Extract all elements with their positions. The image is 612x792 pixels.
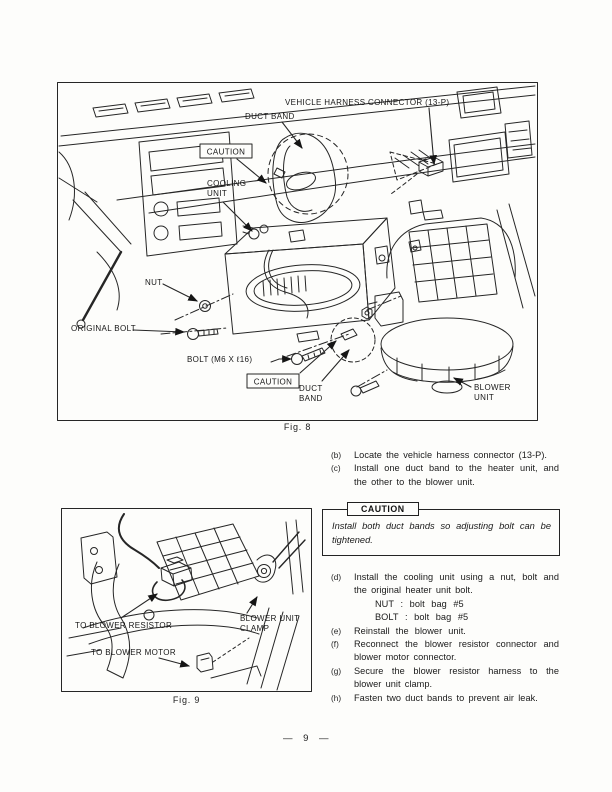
instruction-item-d xyxy=(331,571,559,625)
fig9-caption: Fig. 9 xyxy=(172,695,201,705)
dashboard-drawing xyxy=(59,86,535,328)
instruction-list-dh xyxy=(331,571,559,705)
item-marker: (e) xyxy=(331,626,342,636)
label-caution-bottom: CAUTION xyxy=(253,377,293,387)
item-marker: (b) xyxy=(331,451,342,460)
label-blower-unit-clamp-1: BLOWER UNIT xyxy=(240,614,300,623)
label-cooling-unit-1: COOLING xyxy=(207,179,247,188)
blower-unit-drawing xyxy=(331,210,515,393)
instruction-item-e xyxy=(331,625,559,638)
item-body: Install the cooling unit using a nut, bolt and the original heater unit bolt. xyxy=(354,572,559,596)
caution-note-text: Install both duct bands so adjusting bolt can be tightened. xyxy=(332,521,551,545)
cooling-unit-drawing xyxy=(225,218,395,342)
bolt-bag-note-nut: NUT : bolt bag #5 xyxy=(375,598,464,609)
label-blower-unit-1: BLOWER xyxy=(474,383,511,392)
item-marker: (c) xyxy=(331,464,341,474)
caution-note-label: CAUTION xyxy=(347,502,419,516)
item-text: Reconnect the blower resistor connector and blower motor connector. xyxy=(354,639,559,663)
label-duct-band-bottom-1: DUCT xyxy=(299,384,323,393)
fig9-labels xyxy=(75,614,299,657)
label-blower-unit-2: UNIT xyxy=(474,393,495,402)
label-to-blower-motor: TO BLOWER MOTOR xyxy=(91,648,176,657)
bolt-bag-note-bolt: BOLT : bolt bag #5 xyxy=(375,612,469,623)
instruction-list-bc xyxy=(331,449,559,489)
item-text: Reinstall the blower unit. xyxy=(354,625,466,636)
item-marker: (d) xyxy=(331,573,342,582)
page-number: — 9 — xyxy=(282,733,330,744)
item-marker: (g) xyxy=(331,666,342,676)
label-duct-band-bottom-2: BAND xyxy=(299,394,323,403)
label-to-blower-resistor: TO BLOWER RESISTOR xyxy=(75,621,173,630)
instruction-item-b xyxy=(331,449,559,462)
label-bolt-m6: BOLT (M6 X ℓ16) xyxy=(187,355,253,364)
item-marker: (h) xyxy=(331,693,342,703)
caution-note xyxy=(322,504,560,556)
instruction-item-g xyxy=(331,665,559,692)
figure-9-illustration xyxy=(61,508,312,692)
fig9-drawing xyxy=(67,514,305,690)
figure-8-illustration xyxy=(57,82,538,421)
item-text: Install one duct band to the heater unit, and the other to the blower unit. xyxy=(354,463,559,487)
label-nut: NUT xyxy=(145,278,163,287)
instruction-item-c xyxy=(331,462,559,489)
label-duct-band-top: DUCT BAND xyxy=(245,112,295,121)
label-cooling-unit-2: UNIT xyxy=(207,189,228,198)
item-text: Fasten two duct bands to prevent air leak. xyxy=(354,692,538,703)
item-text: Locate the vehicle harness connector (13-P). xyxy=(354,450,548,460)
instruction-item-h xyxy=(331,692,559,705)
label-original-bolt: ORIGINAL BOLT xyxy=(71,324,137,333)
item-text: Secure the blower resistor harness to the blower unit clamp. xyxy=(354,665,559,690)
fig8-caption: Fig. 8 xyxy=(283,422,312,432)
label-blower-unit-clamp-2: CLAMP xyxy=(240,624,270,633)
fig9-frame xyxy=(62,509,312,692)
item-marker: (f) xyxy=(331,640,339,650)
item-text xyxy=(354,571,559,625)
label-caution-top: CAUTION xyxy=(206,147,246,157)
instruction-item-f xyxy=(331,638,559,665)
fig8-labels xyxy=(71,98,511,403)
label-vehicle-harness-connector: VEHICLE HARNESS CONNECTOR (13-P) xyxy=(285,98,450,107)
